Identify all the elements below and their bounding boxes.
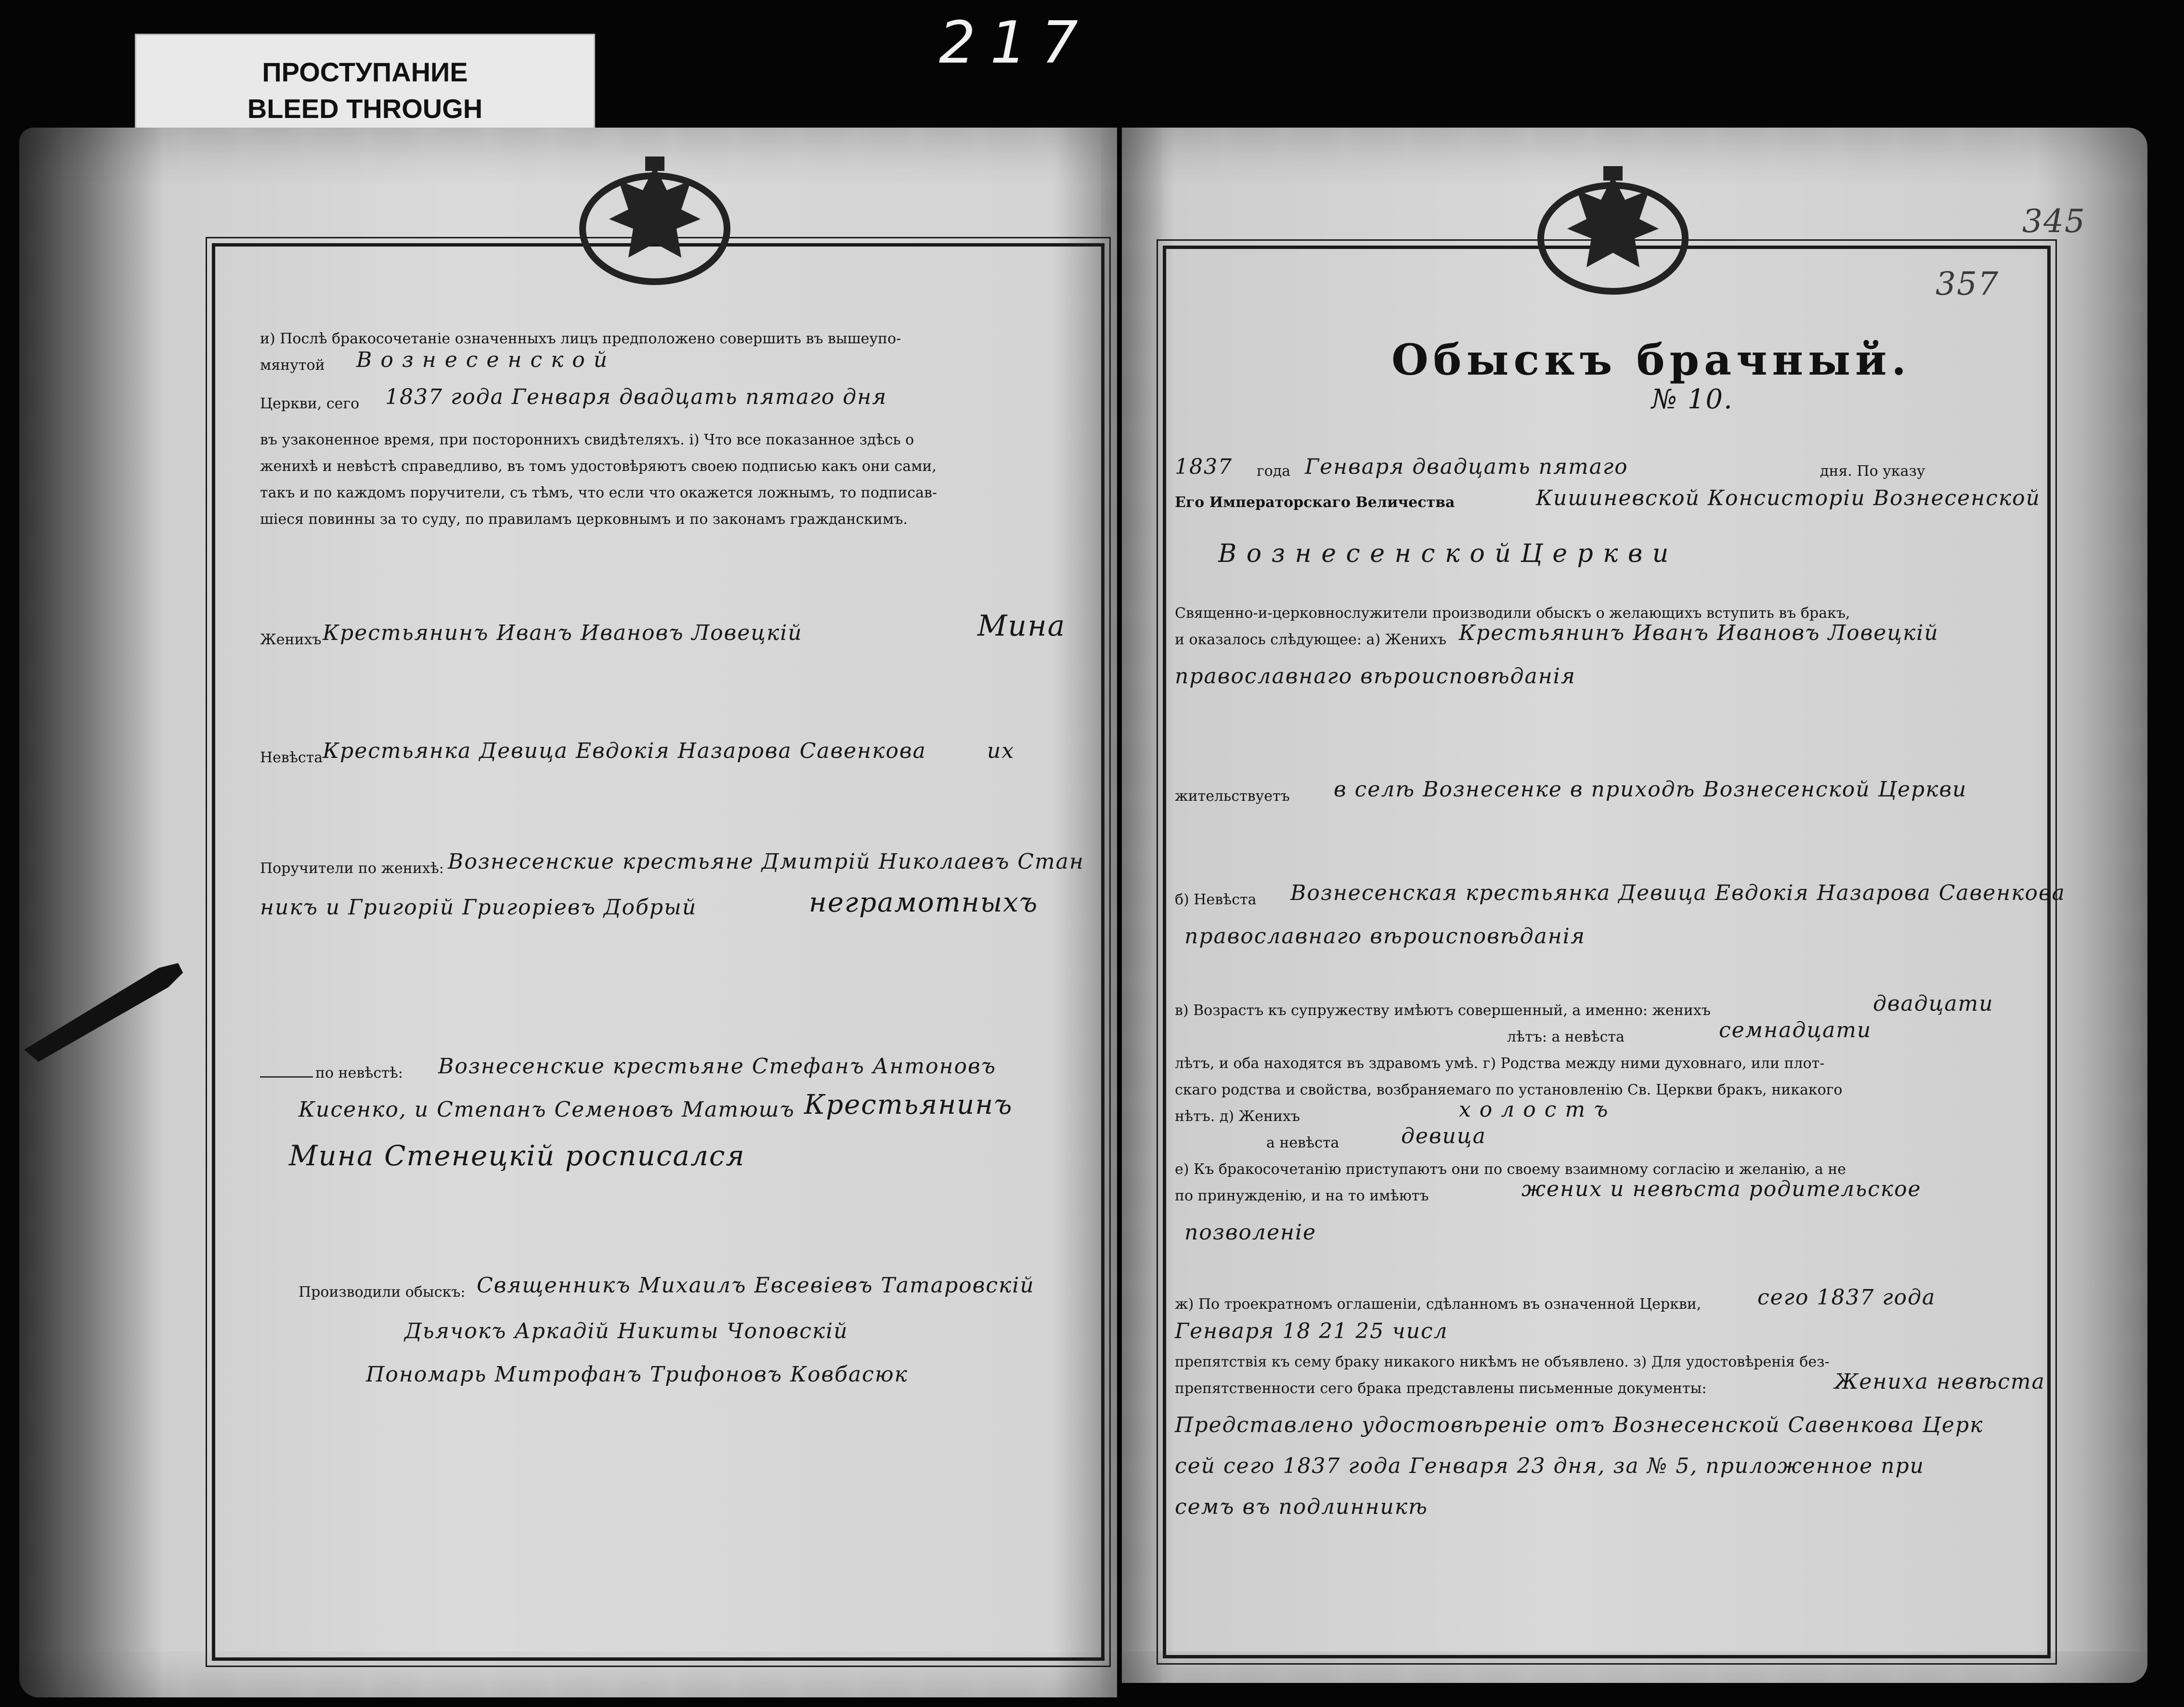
- double-headed-eagle-icon: [1534, 156, 1692, 296]
- documents-hand: Жениха невѣста: [1834, 1369, 2045, 1394]
- folio-number: 217: [939, 10, 1093, 77]
- bride-guarantors-label: по невѣстѣ:: [315, 1065, 403, 1082]
- bride-label: Невѣста: [260, 749, 323, 766]
- pen-icon: [24, 953, 188, 1064]
- right-text: нѣтъ. д) Женихъ: [1175, 1108, 1300, 1125]
- right-text: в) Возрастъ къ супружеству имѣютъ совершенный, а именно: женихъ: [1175, 1002, 1711, 1019]
- groom-hand: православнаго вѣроисповѣданiя: [1175, 664, 1576, 689]
- archive-label-line1: ПРОСТУПАНИЕ: [262, 57, 468, 87]
- banns-hand: сего 1837 года: [1757, 1285, 1936, 1310]
- bride-guarantors-sign: Мина Стенецкiй росписался: [289, 1139, 745, 1172]
- right-text: жительствуетъ: [1175, 788, 1290, 805]
- right-text: Священно-и-церковнослужители производили обыскъ о желающихъ вступить въ бракъ,: [1175, 605, 1850, 622]
- archive-label-line2: BLEED THROUGH: [247, 93, 483, 124]
- bride-hand: Вознесенская крестьянка Девица Евдокiя Назарова Савенкова: [1290, 881, 2066, 905]
- double-headed-eagle-icon: [575, 147, 734, 287]
- pencil-page-number: 345: [2022, 203, 2086, 240]
- right-text: Его Императорскаго Величества: [1175, 494, 1455, 511]
- producers-label: Производили обыскъ:: [299, 1284, 466, 1301]
- groom-guarantors-label: Поручители по женихѣ:: [260, 860, 444, 877]
- consistory-hand: Кишиневской Консисторiи Вознесенской: [1536, 486, 2041, 510]
- left-text-line: Церкви, сего: [260, 395, 360, 412]
- groom-hand: Крестьянинъ Иванъ Ивановъ Ловецкiй: [323, 621, 803, 645]
- groom-age-hand: двадцати: [1873, 991, 1994, 1016]
- date-hand: Генваря двадцать пятаго: [1305, 455, 1628, 479]
- pencil-record-number: 357: [1936, 265, 1999, 302]
- residence-hand: в селѣ Вознесенке в приходѣ Вознесенской Церкви: [1334, 777, 1967, 802]
- groom-guarantors-sign: неграмотныхъ: [809, 887, 1039, 918]
- right-page: [1122, 128, 2147, 1683]
- banns-dates-hand: Генваря 18 21 25 числ: [1175, 1319, 1448, 1343]
- right-text: скаго родства и свойства, возбраняемаго по установленiю Св. Церкви бракъ, никакого: [1175, 1082, 1843, 1098]
- bride-hand: православнаго вѣроисповѣданiя: [1184, 924, 1586, 949]
- blank-rule: [260, 1076, 313, 1078]
- right-text: дня. По указу: [1820, 463, 1925, 480]
- left-hand-date: 1837 года Генваря двадцать пятаго дня: [385, 385, 887, 409]
- church-hand: В о з н е с е н с к о й Ц е р к в и: [1218, 539, 1670, 568]
- bride-status-hand: девица: [1401, 1124, 1486, 1148]
- bride-signature: их: [987, 739, 1015, 763]
- groom-hand: Крестьянинъ Иванъ Ивановъ Ловецкiй: [1459, 621, 1939, 645]
- bride-guarantors-sign: Крестьянинъ: [804, 1089, 1013, 1121]
- right-text: ж) По троекратномъ оглашенiи, сдѣланномъ въ означенной Церкви,: [1175, 1296, 1702, 1313]
- groom-label: Женихъ: [260, 631, 322, 648]
- bride-hand: Крестьянка Девица Евдокiя Назарова Савенкова: [323, 739, 926, 763]
- groom-guarantors-hand: Вознесенские крестьяне Дмитрiй Николаевъ Стан: [448, 849, 1084, 874]
- left-hand-church: В о з н е с е н с к о й: [356, 348, 609, 372]
- year-hand: 1837: [1175, 455, 1233, 479]
- right-text: года: [1257, 463, 1291, 480]
- right-text: препятственности сего брака представлены письменные документы:: [1175, 1380, 1707, 1397]
- left-page: [19, 128, 1117, 1697]
- right-text: б) Невѣста: [1175, 891, 1257, 908]
- left-page-frame: [212, 243, 1105, 1661]
- consent-hand: жених и невѣста родительское: [1521, 1177, 1922, 1201]
- left-text-line: въ узаконенное время, при постороннихъ свидѣтеляхъ. i) Что все показанное здѣсь о: [260, 431, 914, 448]
- consent-hand: позволенiе: [1184, 1220, 1317, 1245]
- right-text: лѣтъ: а невѣста: [1507, 1029, 1625, 1045]
- left-text-line: мянутой: [260, 357, 325, 374]
- bride-age-hand: семнадцати: [1719, 1018, 1872, 1042]
- right-text: препятствiя къ сему браку никакого никѣмъ не объявлено. з) Для удостовѣренiя без-: [1175, 1354, 1830, 1370]
- left-text-line: женихѣ и невѣстѣ справедливо, въ томъ удостовѣряютъ своею подписью какъ они сами,: [260, 458, 937, 475]
- right-text: лѣтъ, и оба находятся въ здравомъ умѣ. г) Родства между ними духовнаго, или плот-: [1175, 1055, 1825, 1072]
- right-text: по принужденiю, и на то имѣютъ: [1175, 1187, 1429, 1204]
- groom-status-hand: х о л о с т ъ: [1459, 1097, 1609, 1122]
- left-text-line: шiеся повинны за то суду, по правиламъ церковнымъ и по законамъ гражданскимъ.: [260, 511, 908, 528]
- producer-deacon: Дьячокъ Аркадiй Никиты Чоповскiй: [404, 1319, 848, 1343]
- documents-hand: сей сего 1837 года Генваря 23 дня, за № 5, приложенное при: [1175, 1454, 1924, 1478]
- groom-signature: Мина: [977, 609, 1066, 643]
- bride-guarantors-hand: Кисенко, и Степанъ Семеновъ Матюшъ: [299, 1097, 795, 1122]
- right-text: и оказалось слѣдующее: а) Женихъ: [1175, 631, 1447, 648]
- right-text: а невѣста: [1266, 1134, 1339, 1151]
- left-text-line: такъ и по каждомъ поручители, съ тѣмъ, что если что окажется ложнымъ, то подписав-: [260, 484, 937, 501]
- producer-sexton: Пономарь Митрофанъ Трифоновъ Ковбасюк: [366, 1362, 908, 1387]
- groom-guarantors-hand: никъ и Григорiй Григорiевъ Добрый: [260, 895, 697, 920]
- producer-priest: Священникъ Михаилъ Евсевiевъ Татаровскiй: [477, 1273, 1035, 1298]
- right-text: е) Къ бракосочетанiю приступаютъ они по своему взаимному согласiю и желанiю, а не: [1175, 1161, 1846, 1178]
- bride-guarantors-hand: Вознесенские крестьяне Стефанъ Антоновъ: [438, 1054, 997, 1079]
- left-text-line: и) Послѣ бракосочетанiе означенныхъ лицъ предположено совершить въ вышеупо-: [260, 330, 901, 347]
- document-title: Обыскъ брачный.: [1391, 335, 1911, 385]
- record-number: № 10.: [1651, 384, 1733, 415]
- documents-hand: Представлено удостовѣренiе отъ Вознесенской Савенкова Церк: [1175, 1413, 1984, 1437]
- documents-hand: семъ въ подлинникѣ: [1175, 1495, 1428, 1519]
